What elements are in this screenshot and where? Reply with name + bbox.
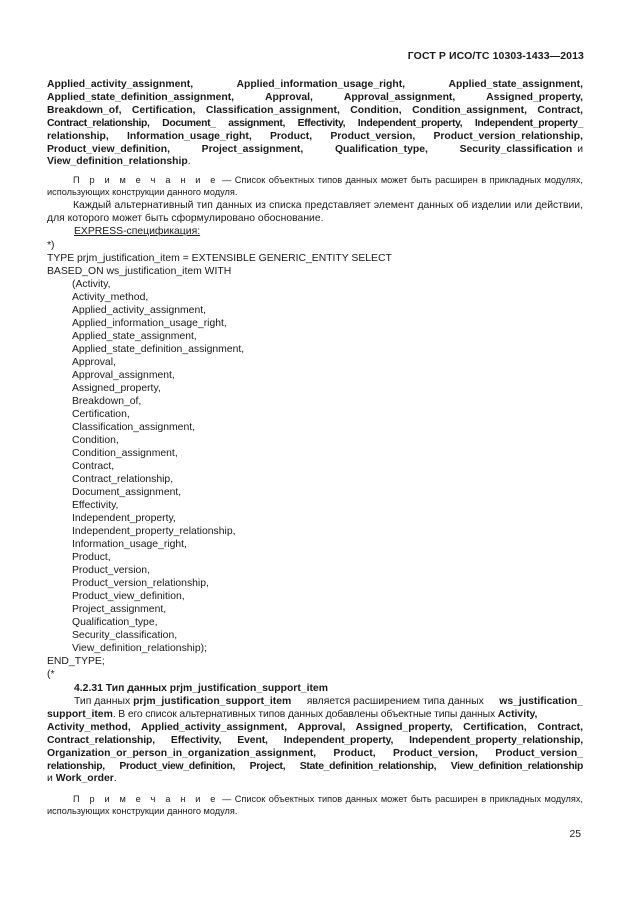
code-select-item: Applied_state_assignment, (72, 331, 197, 343)
code-end-type: END_TYPE; (47, 656, 105, 668)
code-select-item: Qualification_type, (72, 617, 158, 629)
section-para-second-line (47, 709, 583, 722)
code-select-item: Project_assignment, (72, 604, 167, 616)
code-select-item: Product, (72, 552, 111, 564)
paragraph-alternative-types: Каждый альтернативный тип данных из списка представляет элемент данных об изделии или действии, для которого может быть сформулировано обоснование. (47, 200, 583, 225)
code-select-item: Effectivity, (72, 500, 119, 512)
code-select-item: Condition_assignment, (72, 448, 178, 460)
note-2-text: — Список объектных типов данных может быть расширен в прикладных модулях, использующих конструкции данного модуля. (47, 794, 583, 817)
page-content (47, 79, 583, 819)
code-close-comment: (* (47, 669, 55, 681)
intro-entity-list (47, 79, 583, 169)
section-para-type: prjm_justification_support_item (133, 695, 292, 707)
code-select-item: Product_view_definition, (72, 591, 185, 603)
express-label-row (47, 226, 583, 239)
section-para-ws1: ws_justification_ (499, 695, 583, 707)
note-2 (47, 793, 583, 817)
intro-list-conj: и (577, 143, 583, 155)
section-para-final (47, 773, 583, 786)
section-para-ws2: support_item (47, 708, 113, 720)
express-spec-label: EXPRESS-спецификация: (74, 226, 201, 238)
code-select-item: Activity_method, (72, 292, 149, 304)
code-select-item: Independent_property, (72, 513, 176, 525)
note-1-text: — Список объектных типов данных может быть расширен в прикладных модулях, использующих конструкции данного модуля. (47, 175, 583, 198)
code-select-item: Applied_information_usage_right, (72, 318, 227, 330)
code-select-item: View_definition_relationship); (72, 643, 207, 655)
intro-list-end-dot: . (187, 156, 191, 168)
code-select-item: Information_usage_right, (72, 539, 187, 551)
code-select-item: Breakdown_of, (72, 396, 142, 408)
code-based-on: BASED_ON ws_justification_item WITH (47, 266, 232, 278)
section-last-item: Work_order (55, 773, 114, 785)
note-2-label: П р и м е ч а н и е (73, 794, 219, 805)
section-bold-line: relationship, Product_view_definition, Project, State_definition_relationship, View_definition_relationship (47, 760, 583, 772)
code-select-item: Condition, (72, 435, 119, 447)
section-paragraph (47, 696, 583, 786)
code-select-item: Independent_property_relationship, (72, 526, 236, 538)
code-select-item: Product_version, (72, 565, 150, 577)
section-bold-line: Activity, (497, 708, 538, 720)
standard-header: ГОСТ Р ИСО/ТС 10303-1433—2013 (407, 50, 584, 62)
code-select-item: (Activity, (72, 279, 111, 291)
code-select-item: Approval_assignment, (72, 370, 175, 382)
section-bold-line: Organization_or_person_in_organization_assignment, Product, Product_version, Product_version_ (47, 747, 583, 759)
code-select-item: Classification_assignment, (72, 422, 196, 434)
intro-list-last-row (47, 144, 583, 157)
intro-list-final (47, 156, 583, 169)
code-select-item: Certification, (72, 409, 130, 421)
intro-list-line: Breakdown_of, Certification, Classification_assignment, Condition, Condition_assignment, Contract, (47, 104, 583, 116)
intro-list-line: relationship, Information_usage_right, Product, Product_version, Product_version_relationship, (47, 130, 583, 142)
intro-list-line: Applied_activity_assignment, Applied_information_usage_right, Applied_state_assignment, (47, 79, 583, 90)
note-1 (47, 174, 583, 198)
intro-list-line: Contract_relationship, Document_ assignment, Effectivity, Independent_property, Independent_property_ (47, 117, 583, 129)
intro-list-last-item: View_definition_relationship (47, 156, 188, 168)
section-conj: и (47, 773, 53, 785)
code-select-item: Contract_relationship, (72, 474, 174, 486)
section-para-start: Тип данных (74, 695, 134, 707)
code-open-comment: *) (47, 240, 55, 252)
section-bold-line: Activity_method, Applied_activity_assignment, Approval, Assigned_property, Certification, Contract, (47, 721, 583, 733)
code-select-item: Applied_activity_assignment, (72, 305, 206, 317)
code-select-item: Assigned_property, (72, 383, 161, 395)
section-end-dot: . (113, 773, 117, 785)
code-select-item: Security_classification, (72, 630, 178, 642)
code-select-item: Applied_state_definition_assignment, (72, 344, 245, 356)
code-type-line: TYPE prjm_justification_item = EXTENSIBLE GENERIC_ENTITY SELECT (47, 253, 392, 265)
section-bold-line: Contract_relationship, Effectivity, Event, Independent_property, Independent_property_relationship, (47, 734, 583, 746)
intro-list-line: Product_view_definition, Project_assignment, Qualification_type, Security_classification (47, 143, 573, 155)
section-para-mid2: . В его список альтернативных типов данных добавлены объектные типы данных (112, 708, 498, 720)
code-select-item: Product_version_relationship, (72, 578, 209, 590)
code-select-item: Document_assignment, (72, 487, 182, 499)
note-1-label: П р и м е ч а н и е (73, 175, 219, 186)
page-number: 25 (569, 829, 581, 840)
intro-list-line: Applied_state_definition_assignment, Approval, Approval_assignment, Assigned_property, (47, 91, 583, 103)
section-para-mid: является расширением типа данных (303, 695, 487, 707)
code-select-item: Contract, (72, 461, 115, 473)
express-code-block (47, 239, 583, 681)
section-para-first-line (47, 696, 583, 709)
section-heading: 4.2.31 Тип данных prjm_justification_support_item (74, 683, 328, 695)
code-select-item: Approval, (72, 357, 116, 369)
